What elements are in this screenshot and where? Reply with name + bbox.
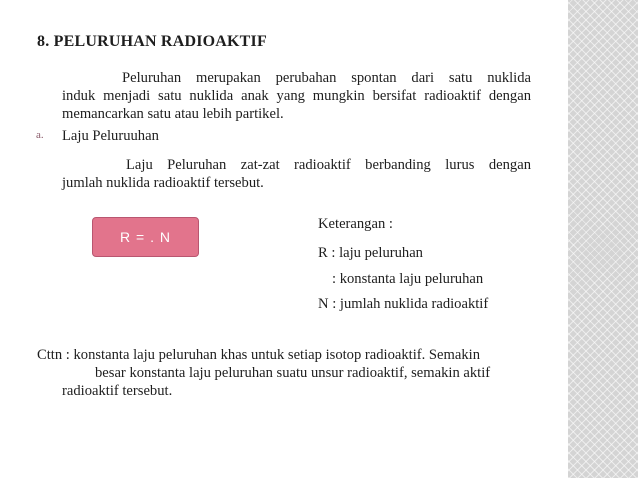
keterangan-heading: Keterangan : — [318, 216, 393, 232]
side-pattern — [568, 0, 638, 478]
intro-line-1: Peluruhan merupakan perubahan spontan dari satu nuklida — [122, 70, 531, 86]
keterangan-lambda: : konstanta laju peluruhan — [332, 271, 484, 287]
keterangan-n: N : jumlah nuklida radioaktif — [318, 296, 489, 312]
slide-title: 8. PELURUHAN RADIOAKTIF — [37, 33, 267, 50]
section-a-heading: Laju Peluruuhan — [62, 128, 159, 144]
note-line-1: Cttn : konstanta laju peluruhan khas untuk setiap isotop radioaktif. Semakin — [37, 347, 481, 363]
intro-line-3: memancarkan satu atau lebih partikel. — [62, 106, 284, 122]
note-line-3: radioaktif tersebut. — [62, 383, 173, 399]
keterangan-r: R : laju peluruhan — [318, 245, 423, 261]
note-line-2: besar konstanta laju peluruhan suatu unsur radioaktif, semakin aktif — [95, 365, 491, 381]
section-a-line-2: jumlah nuklida radioaktif tersebut. — [62, 175, 264, 191]
intro-line-2: induk menjadi satu nuklida anak yang mungkin bersifat radioaktif dengan — [62, 88, 531, 104]
section-a-line-1: Laju Peluruhan zat-zat radioaktif berbanding lurus dengan — [126, 157, 531, 173]
formula-box: R = . N — [92, 217, 199, 257]
section-a-marker: a. — [36, 129, 44, 141]
